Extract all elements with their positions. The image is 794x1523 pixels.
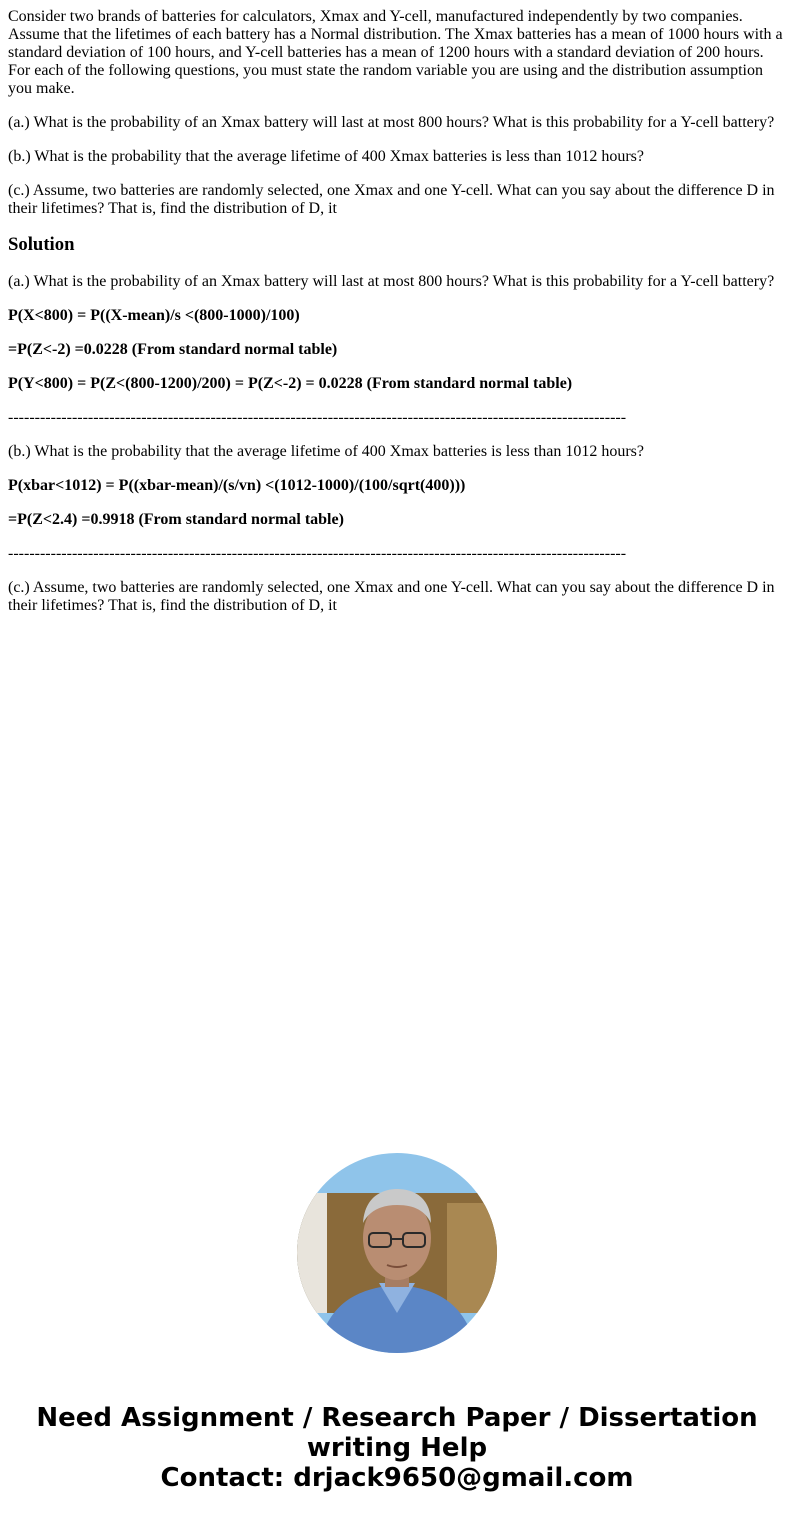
solution-part-c: (c.) Assume, two batteries are randomly selected, one Xmax and one Y-cell. What can you say about the difference D in their lifetimes? That is, find the distribution of D, it — [8, 579, 775, 614]
solution-heading: Solution — [8, 234, 75, 255]
footer-line-1: Need Assignment / Research Paper / Dissertation — [36, 1403, 758, 1433]
solution-part-b: (b.) What is the probability that the average lifetime of 400 Xmax batteries is less than 1012 hours? — [8, 443, 644, 460]
solution-part-a: (a.) What is the probability of an Xmax battery will last at most 800 hours? What is this probability for a Y-cell battery? — [8, 273, 775, 290]
avatar — [297, 1153, 497, 1353]
document-body — [0, 0, 794, 615]
tutor-portrait-icon — [297, 1153, 497, 1353]
question-intro: Consider two brands of batteries for calculators, Xmax and Y-cell, manufactured independently by two companies. Assume that the lifetimes of each battery has a Normal distribution. The Xmax batteries has a mean of 1000 hours with a standard deviation of 100 hours, and Y-cell batteries has a mean of 1200 hours with a standard deviation of 200 hours. For each of the following questions, you must state the random variable you are using and the distribution assumption you make. — [8, 8, 783, 97]
section-divider: -------------------------------------------------------------------------------------------------------------------- — [8, 409, 627, 426]
solution-b-line-1: P(xbar<1012) = P((xbar-mean)/(s/vn) <(1012-1000)/(100/sqrt(400))) — [8, 477, 466, 494]
solution-a-line-3: P(Y<800) = P(Z<(800-1200)/200) = P(Z<-2) = 0.0228 (From standard normal table) — [8, 375, 573, 392]
question-part-c: (c.) Assume, two batteries are randomly selected, one Xmax and one Y-cell. What can you say about the difference D in their lifetimes? That is, find the distribution of D, it — [8, 182, 775, 217]
footer-contact: Contact: drjack9650@gmail.com — [160, 1463, 634, 1493]
footer-line-2: writing Help — [306, 1433, 488, 1463]
question-part-a: (a.) What is the probability of an Xmax battery will last at most 800 hours? What is this probability for a Y-cell battery? — [8, 114, 775, 131]
question-part-b: (b.) What is the probability that the average lifetime of 400 Xmax batteries is less than 1012 hours? — [8, 148, 644, 165]
solution-a-line-1: P(X<800) = P((X-mean)/s <(800-1000)/100) — [8, 307, 300, 324]
section-divider: -------------------------------------------------------------------------------------------------------------------- — [8, 545, 627, 562]
footer-banner — [0, 1403, 794, 1493]
solution-b-line-2: =P(Z<2.4) =0.9918 (From standard normal table) — [8, 511, 344, 528]
solution-a-line-2: =P(Z<-2) =0.0228 (From standard normal table) — [8, 341, 338, 358]
